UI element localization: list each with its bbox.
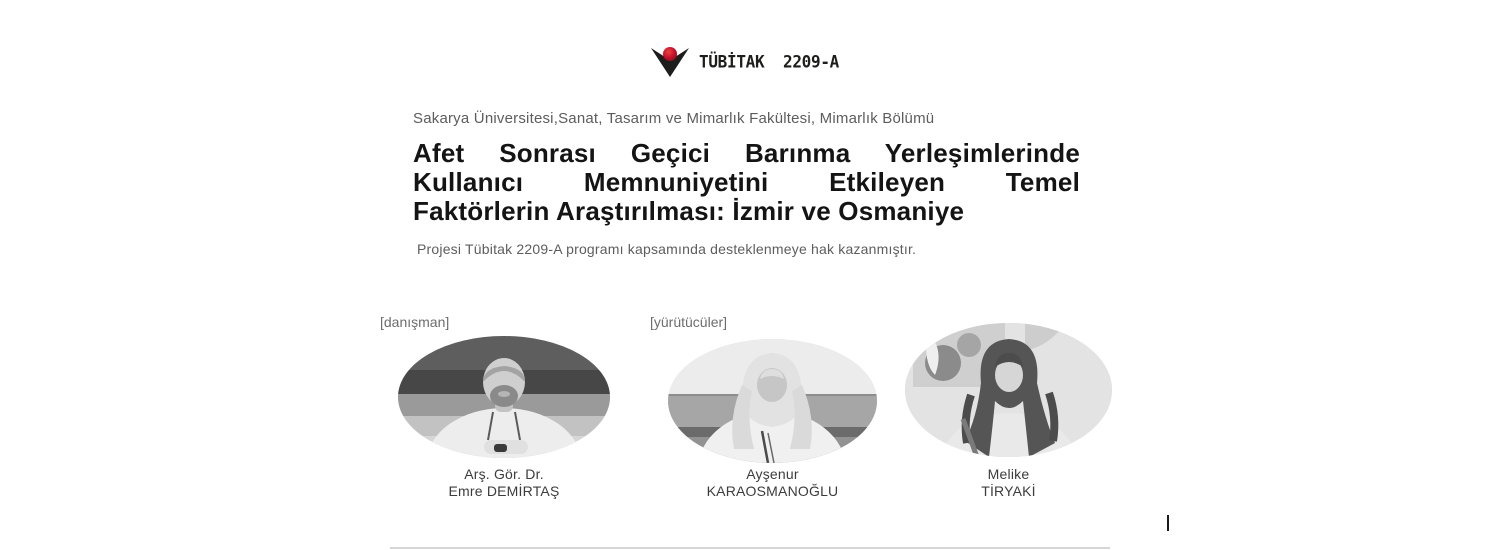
advisor-name-full: Emre DEMİRTAŞ: [448, 483, 560, 499]
bottom-divider: [390, 547, 1110, 549]
portrait-woman-longhair: [905, 323, 1112, 457]
executor-1-last-name: KARAOSMANOĞLU: [706, 483, 839, 499]
tubitak-logo: [650, 44, 839, 79]
project-title-line: Afet Sonrası Geçici Barınma Yerleşimlerinde: [413, 138, 1080, 168]
advisor-name-title: Arş. Gör. Dr.: [464, 466, 544, 482]
executor-2-last-name: TİRYAKİ: [981, 483, 1036, 499]
affiliation-text: Sakarya Üniversitesi,Sanat, Tasarım ve Mimarlık Fakültesi, Mimarlık Bölümü: [413, 110, 935, 127]
project-title-line: Kullanıcı Memnuniyetini Etkileyen Temel: [413, 167, 1080, 197]
project-title: [413, 139, 1080, 226]
tubitak-bird-icon: [650, 44, 690, 79]
text-cursor[interactable]: [1167, 515, 1169, 531]
executors-label: [yürütücüler]: [650, 314, 728, 330]
tubitak-logo-text: TÜBİTAK 2209-A: [699, 51, 839, 72]
executor-1-photo: [668, 339, 877, 463]
executor-2-photo: [905, 323, 1112, 457]
advisor-label: [danışman]: [380, 314, 450, 330]
project-title-line: Faktörlerin Araştırılması: İzmir ve Osmaniye: [413, 196, 965, 226]
advisor-name: [398, 466, 610, 500]
executor-1-first-name: Ayşenur: [746, 466, 799, 482]
advisor-photo: [398, 336, 610, 458]
grant-note: Projesi Tübitak 2209-A programı kapsamında desteklenmeye hak kazanmıştır.: [417, 241, 917, 257]
executor-2-name: [905, 466, 1112, 500]
executor-2-first-name: Melike: [987, 466, 1030, 482]
portrait-woman-headscarf: [668, 339, 877, 463]
executor-1-name: [668, 466, 877, 500]
portrait-man-beard: [398, 336, 610, 458]
